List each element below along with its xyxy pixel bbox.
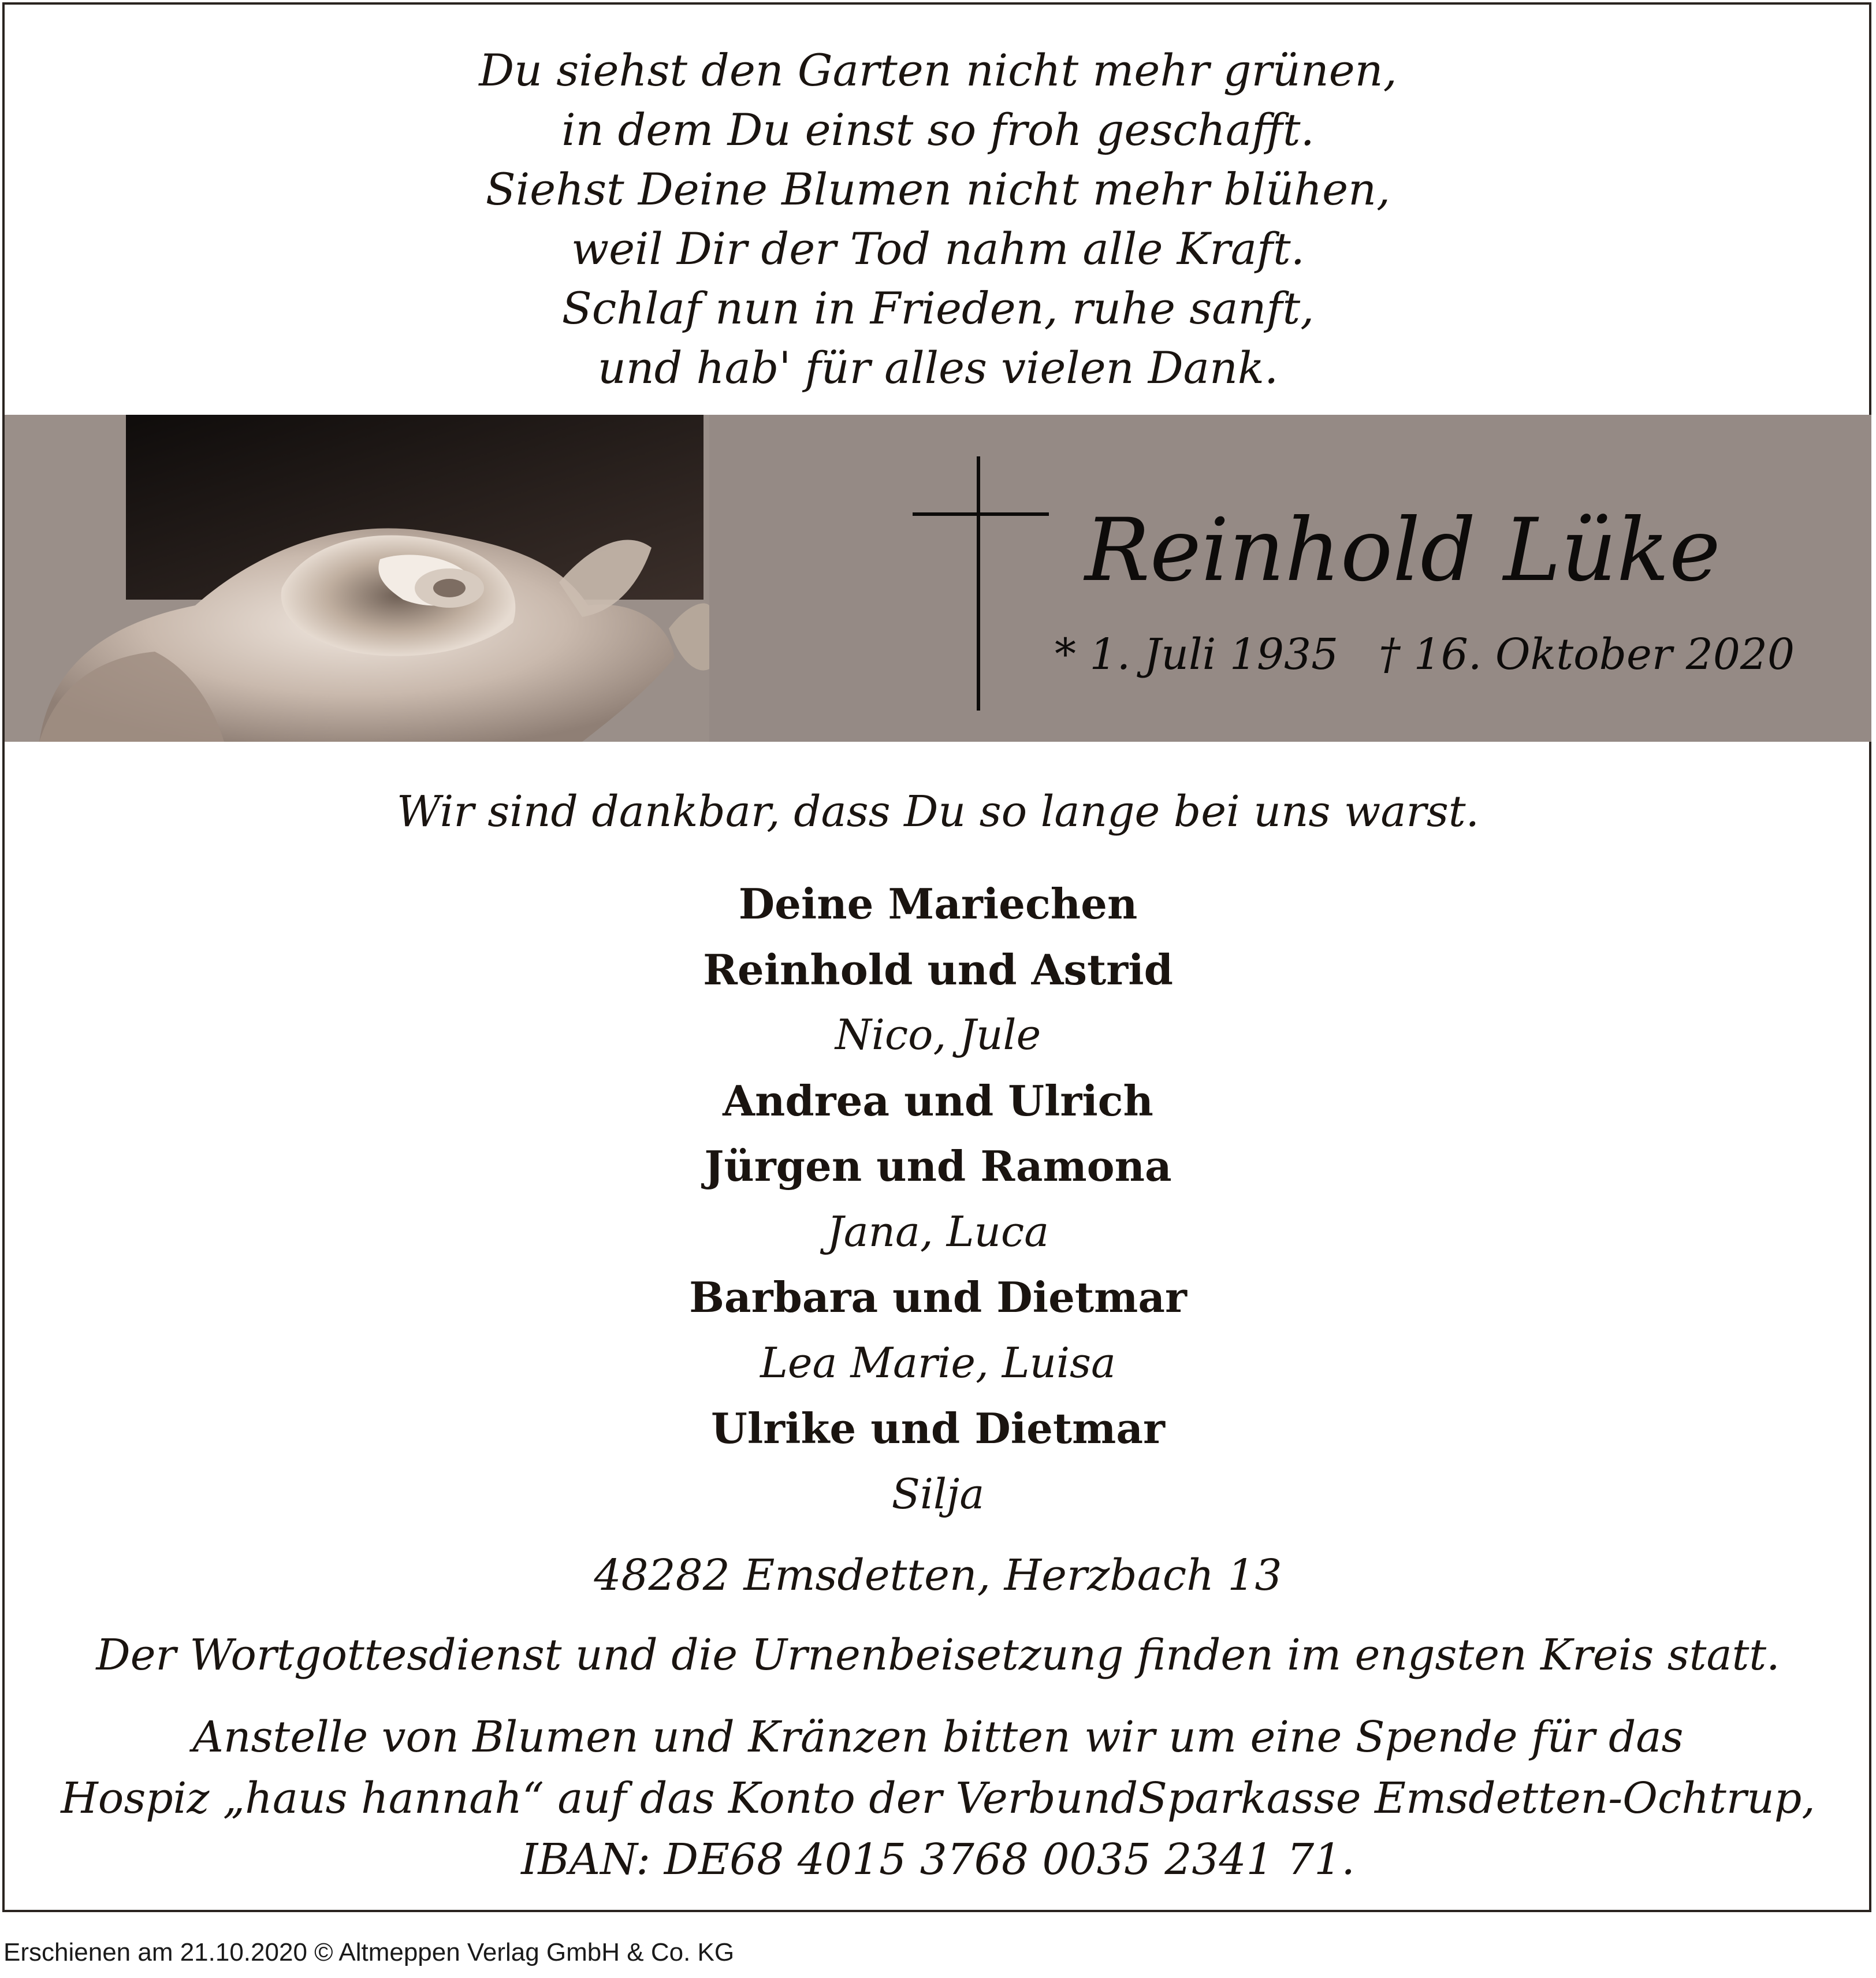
poem-line: weil Dir der Tod nahm alle Kraft. xyxy=(571,223,1305,274)
cross-horizontal-bar xyxy=(913,512,1049,516)
life-dates xyxy=(1055,629,1795,681)
family-entry: Andrea und Ulrich xyxy=(723,1076,1153,1125)
family-entry: Silja xyxy=(891,1469,985,1518)
thanks-line: Wir sind dankbar, dass Du so lange bei uns warst. xyxy=(396,787,1480,836)
poem-line: Siehst Deine Blumen nicht mehr blühen, xyxy=(485,163,1391,215)
donation-line: IBAN: DE68 4015 3768 0035 2341 71. xyxy=(521,1835,1355,1884)
family-entry: Ulrike und Dietmar xyxy=(711,1404,1165,1453)
donation-line: Anstelle von Blumen und Kränzen bitten wir um eine Spende für das xyxy=(192,1712,1684,1762)
family-entry: Jürgen und Ramona xyxy=(704,1142,1172,1191)
family-entry: Nico, Jule xyxy=(835,1010,1041,1059)
family-entry: Reinhold und Astrid xyxy=(703,945,1173,994)
donation-line: Hospiz „haus hannah“ auf das Konto der VerbundSparkasse Emsdetten-Ochtrup, xyxy=(61,1773,1815,1823)
poem-line: Schlaf nun in Frieden, ruhe sanft, xyxy=(561,282,1315,334)
family-entry: Jana, Luca xyxy=(827,1207,1049,1256)
service-note: Der Wortgottesdienst und die Urnenbeisetzung finden im engsten Kreis statt. xyxy=(96,1630,1780,1680)
name-banner xyxy=(5,415,1871,742)
family-entry: Deine Mariechen xyxy=(738,879,1138,928)
cross-vertical-bar xyxy=(977,456,980,711)
birth-date: * 1. Juli 1935 xyxy=(1055,630,1339,679)
publication-footer: Erschienen am 21.10.2020 © Altmeppen Verlag GmbH & Co. KG xyxy=(3,1938,735,1966)
poem-line: und hab' für alles vielen Dank. xyxy=(597,342,1279,393)
family-entry: Barbara und Dietmar xyxy=(689,1273,1187,1322)
family-entry: Lea Marie, Luisa xyxy=(760,1338,1116,1387)
poem-line: in dem Du einst so froh geschafft. xyxy=(561,104,1315,155)
donation-note xyxy=(0,1706,1876,1890)
family-list xyxy=(0,871,1876,1527)
latin-cross-icon xyxy=(913,456,1049,711)
rose-photo xyxy=(5,415,709,742)
death-date: † 16. Oktober 2020 xyxy=(1379,630,1795,679)
poem-line: Du siehst den Garten nicht mehr grünen, xyxy=(479,44,1397,96)
poem xyxy=(0,40,1876,397)
deceased-name: Reinhold Lüke xyxy=(1085,500,1721,601)
address: 48282 Emsdetten, Herzbach 13 xyxy=(594,1551,1282,1600)
